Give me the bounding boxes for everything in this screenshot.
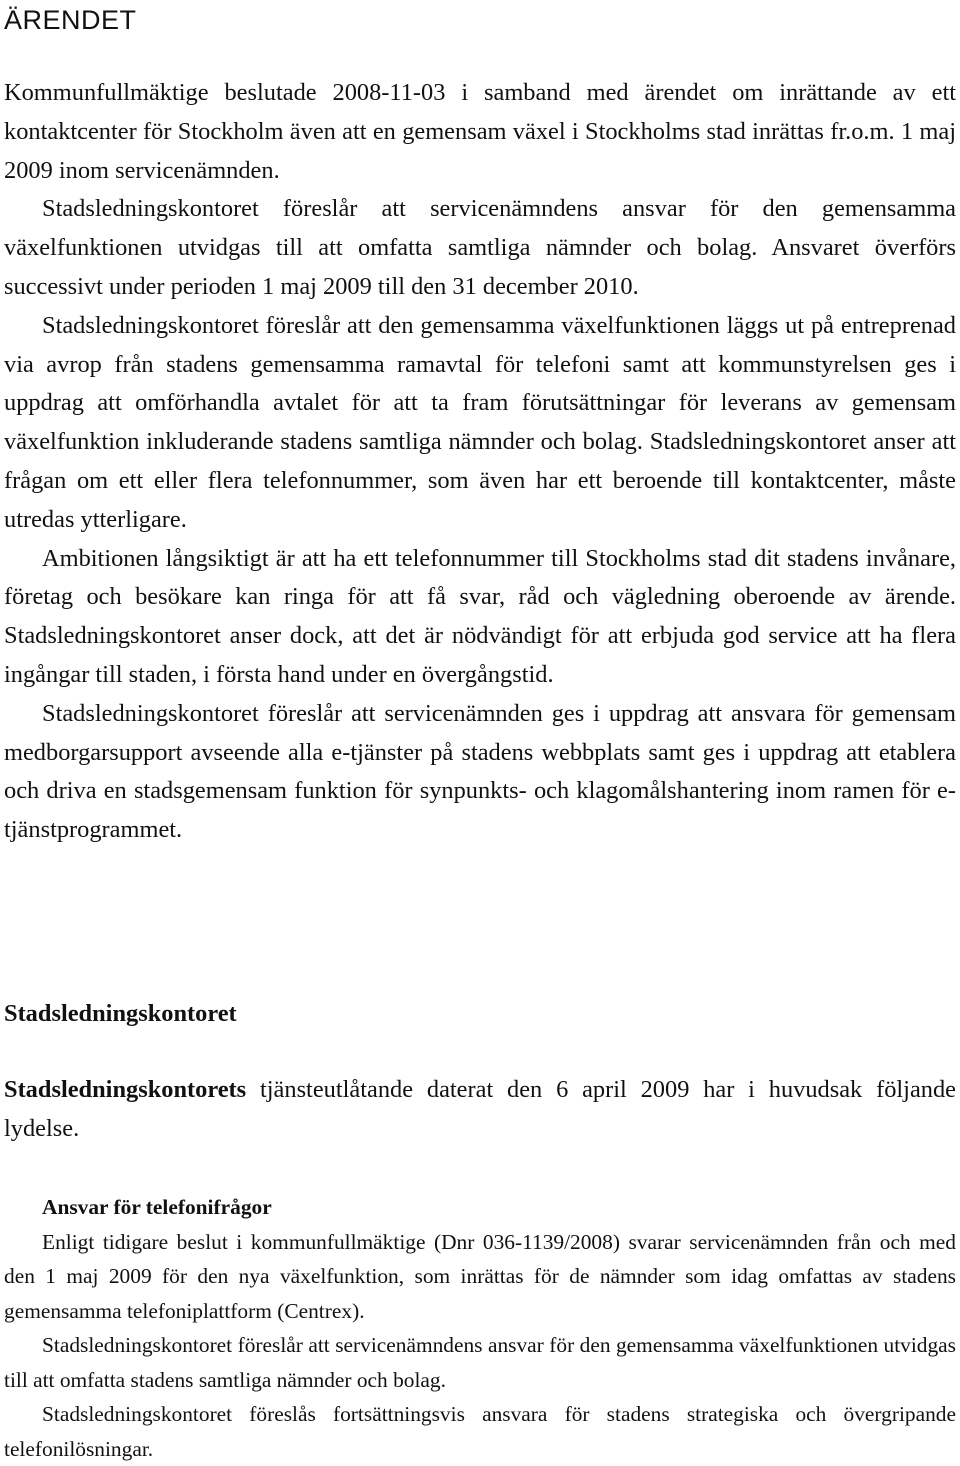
intro-paragraph [4,1071,956,1149]
arendet-paragraph-5: Stadsledningskontoret föreslår att servicenämnden ges i uppdrag att ansvara för gemensam medborgarsupport avseende alla e-tjänster på stadens webbplats samt ges i uppdrag att etablera och driva en stadsgemensam funktion för synpunkts- och klagomålshantering inom ramen för e-tjänstprogrammet. [4,699,956,844]
arendet-paragraph-4: Ambitionen långsiktigt är att ha ett telefonnummer till Stockholms stad dit stadens invånare, företag och besökare kan ringa för att få svar, råd och vägledning oberoende av ärende. Stadsledningskontoret anser dock, att det är nödvändigt för att erbjuda god service att ha flera ingångar till staden, i första hand under en övergångstid. [4,544,956,688]
subsection-title: Ansvar för telefonifrågor [42,1195,272,1219]
subsection-paragraph-2: Stadsledningskontoret föreslår att servicenämndens ansvar för den gemensamma växelfunktionen utvidgas till att omfatta stadens samtliga nämnder och bolag. [4,1333,956,1392]
arendet-paragraph-1: Kommunfullmäktige beslutade 2008-11-03 i samband med ärendet om inrättande av ett kontaktcenter för Stockholm även att en gemensam växel i Stockholms stad inrättas fr.o.m. 1 maj 2009 inom servicenämnden. [4,79,956,184]
subsection-paragraph-1: Enligt tidigare beslut i kommunfullmäktige (Dnr 036-1139/2008) svarar servicenämnden från och med den 1 maj 2009 för den nya växelfunktion, som inrättas för de nämnder som idag omfattas av stadens gemensamma telefoniplattform (Centrex). [4,1229,956,1323]
arendet-body [4,74,956,850]
arendet-paragraph-3: Stadsledningskontoret föreslår att den gemensamma växelfunktionen läggs ut på entreprenad via avrop från stadens gemensamma ramavtal för telefoni samt att kommunstyrelsen ges i uppdrag att omförhandla avtalet för att ta fram förutsättningar för leverans av gemensam växelfunktion inkluderande stadens samtliga nämnder och bolag. Stadsledningskontoret anser att frågan om ett eller flera telefonnummer, som även har ett beroende till kontaktcenter, måste utredas ytterligare. [4,311,956,533]
subsection-paragraph-3: Stadsledningskontoret föreslås fortsättningsvis ansvara för stadens strategiska och övergripande telefonilösningar. [4,1402,956,1461]
intro-bold-lead: Stadsledningskontorets [4,1076,247,1103]
subsection-telefonifragor [4,1190,956,1466]
intro-rest: tjänsteutlåtande daterat den 6 april 2009 har i huvudsak följande lydelse. [4,1076,956,1142]
section-heading-arendet: ÄRENDET [4,5,137,35]
section-title-stadsledningskontoret: Stadsledningskontoret [4,1000,237,1027]
arendet-paragraph-2: Stadsledningskontoret föreslår att servicenämndens ansvar för den gemensamma växelfunktionen utvidgas till att omfatta samtliga nämnder och bolag. Ansvaret överförs successivt under perioden 1 maj 2009 till den 31 december 2010. [4,195,956,300]
